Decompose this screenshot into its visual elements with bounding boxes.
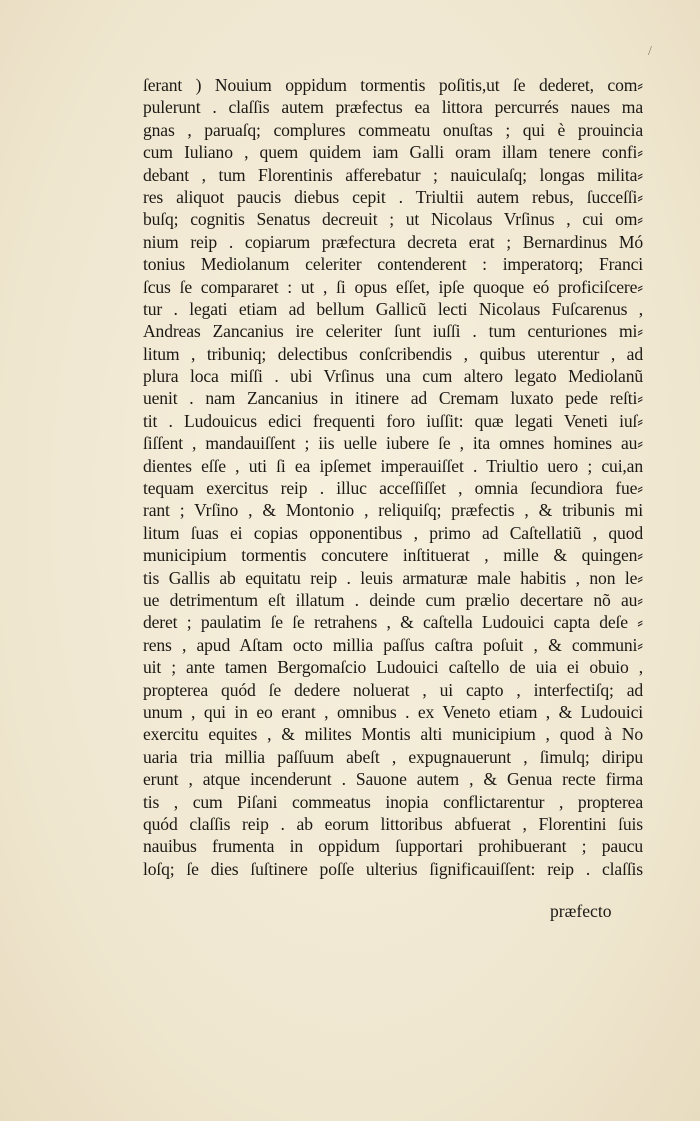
text-line: litum , tribuniq; delectibus conſcribendis , quibus uterentur , ad (143, 343, 643, 364)
text-line: ſcus ſe compararet : ut , ſi opus eſſet, ipſe quoque eó proficiſcere⸗ (143, 276, 643, 297)
text-line: rens , apud Aſtam octo millia paſſus caſtra poſuit , & communi⸗ (143, 634, 643, 655)
text-line: deret ; paulatim ſe ſe retrahens , & caſtella Ludouici capta deſe ⸗ (143, 612, 643, 633)
text-line: tis , cum Piſani commeatus inopia conflictarentur , propterea (143, 791, 643, 812)
text-line: uenit . nam Zancanius in itinere ad Cremam luxato pede reſti⸗ (143, 388, 643, 409)
text-line: ſiſſent , mandauiſſent ; iis uelle iubere ſe , ita omnes homines au⸗ (143, 433, 643, 454)
text-line: buſq; cognitis Senatus decreuit ; ut Nicolaus Vrſinus , cui om⸗ (143, 209, 643, 230)
text-line: plura loca miſſi . ubi Vrſinus una cum altero legato Mediolanũ (143, 366, 643, 387)
text-line: gnas , paruaſq; complures commeatu onuſtas ; qui è prouincia (143, 119, 643, 140)
text-line: nium reip . copiarum præfectura decreta erat ; Bernardinus Mó (143, 231, 643, 252)
text-line: rant ; Vrſino , & Montonio , reliquiſq; præfectis , & tribunis mi (143, 500, 643, 521)
text-line: debant , tum Florentinis afferebatur ; nauiculaſq; longas milita⸗ (143, 164, 643, 185)
text-line: quód claſſis reip . ab eorum littoribus abfuerat , Florentini ſuis (143, 813, 643, 834)
text-line: Andreas Zancanius ire celeriter ſunt iuſſi . tum centuriones mi⸗ (143, 321, 643, 342)
catchword: præfecto (550, 901, 612, 921)
text-line: unum , qui in eo erant , omnibus . ex Veneto etiam , & Ludouici (143, 701, 643, 722)
text-line: dientes eſſe , uti ſi ea ipſemet imperauiſſet . Triultio uero ; cui,an (143, 455, 643, 476)
text-line: ue detrimentum eſt illatum . deinde cum prælio decertare nõ au⸗ (143, 589, 643, 610)
text-line: uaria tria millia paſſuum abeſt , expugnauerunt , ſimulq; diripu (143, 746, 643, 767)
text-line: tequam exercitus reip . illuc acceſſiſſet , omnia ſecundiora fue⸗ (143, 478, 643, 499)
text-line: tis Gallis ab equitatu reip . leuis armaturæ male habitis , non le⸗ (143, 567, 643, 588)
text-line: tonius Mediolanum celeriter contenderent : imperatorq; Franci (143, 254, 643, 275)
main-text-block (143, 74, 643, 880)
text-line: pulerunt . claſſis autem præfectus ea littora percurrés naues ma (143, 97, 643, 118)
text-line: tit . Ludouicus edici frequenti foro iuſſit: quæ legati Veneti iuſ⸗ (143, 410, 643, 431)
margin-mark: / (648, 44, 652, 59)
text-line: tur . legati etiam ad bellum Gallicũ lecti Nicolaus Fuſcarenus , (143, 298, 643, 319)
text-line: municipium tormentis concutere inſtituerat , mille & quingen⸗ (143, 545, 643, 566)
text-line: cum Iuliano , quem quidem iam Galli oram illam tenere confi⸗ (143, 142, 643, 163)
text-line: exercitu equites , & milites Montis alti municipium , quod à No (143, 724, 643, 745)
text-line: uit ; ante tamen Bergomaſcio Ludouici caſtello de uia ei obuio , (143, 657, 643, 678)
text-line: loſq; ſe dies ſuſtinere poſſe ulterius ſignificauiſſent: reip . claſſis (143, 858, 643, 879)
text-line: erunt , atque incenderunt . Sauone autem , & Genua recte firma (143, 769, 643, 790)
text-line: propterea quód ſe dedere noluerat , ui capto , interfectiſq; ad (143, 679, 643, 700)
text-line: ſerant ) Nouium oppidum tormentis poſitis,ut ſe dederet, com⸗ (143, 75, 643, 95)
text-line: litum ſuas ei copias opponentibus , primo ad Caſtellatiũ , quod (143, 522, 643, 543)
text-line: nauibus frumenta in oppidum ſupportari prohibuerant ; paucu (143, 836, 643, 857)
text-line: res aliquot paucis diebus cepit . Triultii autem rebus, ſucceſſi⸗ (143, 186, 643, 207)
